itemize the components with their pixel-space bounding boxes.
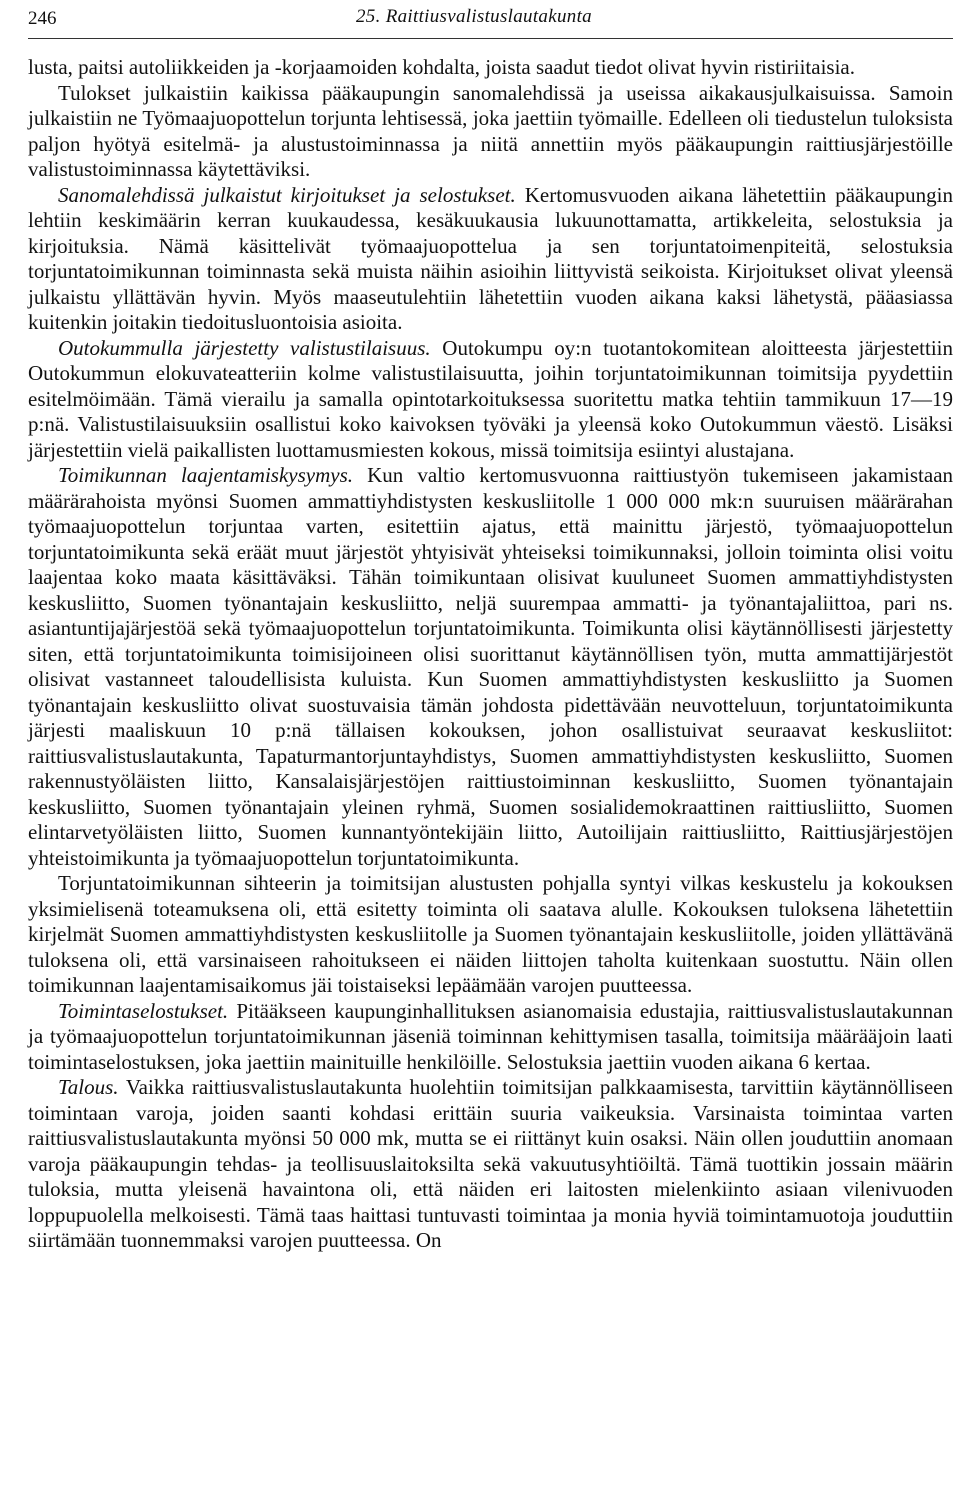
paragraph-text: Kun valtio kertomusvuonna raittiustyön tukemiseen jakamistaan määrärahoista myönsi Suomen ammattiyhdistysten keskusliitolle 1 000 000 mk:n suuruisen määrärahan työmaajuopottelun torjuntaa varten, esitettiin ajatus, että mainittu järjestö, työmaajuopottelun torjuntatoimikunta sekä eräät muut järjestöt yhtyisivät yhteiseksi toimikunnaksi, jolloin toiminta olisi voitu laajentaa koko maata käsittäväksi. Tähän toimikuntaan olisivat kuuluneet Suomen ammattiyhdistysten keskusliitto, Suomen työnantajain keskusliitto, neljä suurempaa ammatti- ja työnantajaliittoa, pari ns. asiantuntijajärjestöä sekä työmaajuopottelun torjuntatoimikunta. Toimikunta olisi käytännöllisesti järjestetty siten, että torjuntatoimikunta toimisijoineen olisi suorittanut käytännöllisen työn, mutta ammattijärjestöt olisivat vastanneet taloudellisista kuluista. Kun Suomen ammattiyhdistysten keskusliitto ja Suomen työnantajain keskusliitto olivat suostuvaisia tämän johdosta pidettävään neuvotteluun, torjuntatoimikunta järjesti maaliskuun 10 p:nä tällaisen kokouksen, johon osallistuivat seuraavat keskusliitot: raittiusvalistuslautakunta, Tapaturmantorjuntayhdistys, Suomen ammattiyhdistysten keskusliitto, Suomen rakennustyöläisten liitto, Kansalaisjärjestöjen raittiustoiminnan keskusliitto, Suomen työnantajain keskusliitto, Suomen työnantajain yleinen ryhmä, Suomen sosialidemokraattinen raittiusliitto, Suomen elintarvetyöläisten liitto, Suomen kunnantyöntekijäin liitto, Autoilijain raittiusliitto, Raittiusjärjestöjen yhteistoimikunta ja työmaajuopottelun torjuntatoimikunta. (28, 463, 954, 870)
paragraph-text: Vaikka raittiusvalistuslautakunta huolehtiin toimitsijan palkkaamisesta, tarvittiin käytännölliseen toimintaan varoja, joiden saanti kohdasi erittäin suuria vaikeuksia. Varsinaista toimintaa varten raittiusvalistuslautakunta myönsi 50 000 mk, mutta se ei riittänyt kuin osaksi. Näin ollen jouduttiin anomaan varoja pääkaupungin tehdas- ja teollisuuslaitoksilta sekä vakuutusyhtiöiltä. Tämä tuottikin jossain määrin tuloksia, mutta yleisenä havaintona oli, että näiden eri laitosten mielenkiinto asiaan vilenivuoden loppupuolella melkoisesti. Tämä taas haittasi tuntuvasti toimintaa ja monia hyviä toimintamuotoja jouduttiin siirtämään tuonnemmaksi varojen puutteessa. On (28, 1075, 953, 1252)
paragraph-text: Outokumpu oy:n tuotantokomitean aloitteesta järjestettiin Outokummun elokuvateatteriin kolme valistustilaisuutta, joihin torjuntatoimikunnan toimitsija pyydettiin esitelmöimään. Tämä vierailu ja samalla opintotarkoituksessa suoritettu matka tehtiin tammikuun 17—19 p:nä. Valistustilaisuuksiin osallistui koko kaivoksen työväki ja yleensä koko Outokummun väestö. Lisäksi järjestettiin vielä paikallisten luottamusmiesten kokous, missä toimitsija esiintyi alustajana. (28, 335, 953, 462)
body-text (28, 55, 953, 1254)
paragraph-text: lusta, paitsi autoliikkeiden ja -korjaamoiden kohdalta, joista saadut tiedot olivat hyvin ristiriitaisia. (28, 55, 855, 79)
section-title: Outokummulla järjestetty valistustilaisuus. (58, 335, 431, 360)
page-number: 246 (28, 8, 57, 29)
section-title: Toimintaselostukset. (58, 998, 229, 1023)
paragraph-outokumpu-event (28, 336, 953, 464)
section-title: Sanomalehdissä julkaistut kirjoitukset ja selostukset. (58, 182, 516, 207)
document-page (28, 0, 953, 1254)
paragraph-text: Torjuntatoimikunnan sihteerin ja toimitsijan alustusten pohjalla syntyi vilkas keskustelu ja kokouksen yksimielisenä toteamuksena oli, että esitetty toiminta oli saatava alulle. Kokouksen tuloksena lähetettiin kirjelmät Suomen ammattiyhdistysten keskusliitolle ja Suomen työnantajain keskusliitolle, joiden yllättävänä tuloksena oli, että varsinaiseen rahoitukseen ei näiden liittojen taholta kuitenkaan suostuttu. Näin ollen toimikunnan laajentamisaikomus jäi toistaiseksi lepäämään varojen puutteessa. (28, 871, 953, 997)
paragraph-meeting-result (28, 871, 953, 999)
paragraph-text: Kertomusvuoden aikana lähetettiin pääkaupungin lehtiin keskimäärin kerran kuukaudessa, kesäkuukausia lukuunottamatta, artikkeleita, selostuksia ja kirjoituksia. Nämä käsittelivät työmaajuopottelua ja sen torjuntatoimenpiteitä, selostuksia torjuntatoimikunnan toiminnasta sekä muista näihin asioihin liittyvistä seikoista. Kirjoitukset olivat yleensä julkaistu yllättävän hyvin. Myös maaseutulehtiin lähetettiin vuoden aikana kaksi lähetystä, pääasiassa kuitenkin joitakin tiedoitusluontoisia asioita. (28, 182, 953, 334)
paragraph-newspaper-articles (28, 183, 953, 336)
paragraph-continuation (28, 55, 953, 81)
running-header (28, 0, 953, 39)
paragraph-publications (28, 81, 953, 183)
section-title: Talous. (58, 1075, 119, 1099)
section-title: Toimikunnan laajentamiskysymys. (58, 463, 354, 487)
paragraph-activity-reports (28, 999, 953, 1076)
paragraph-text: Tulokset julkaistiin kaikissa pääkaupungin sanomalehdissä ja useissa aikakausjulkaisuissa. Samoin julkaistiin ne Työmaajuopottelun torjunta lehtisessä, joka jaettiin työmaille. Edelleen oli tiedustelun tuloksista paljon hyötyä esitelmä- ja alustustoiminnassa ja niitä annettiin myös pääkaupungin raittiusjärjestöille valistustoiminnassa käytettäviksi. (28, 80, 953, 181)
paragraph-committee-expansion (28, 463, 953, 871)
paragraph-text: Pitääkseen kaupunginhallituksen asianomaisia edustajia, raittiusvalistuslautakunnan ja työmaajuopottelun torjuntatoimikunnan jäseniä toiminnan kehittymisen tasalla, toimitsija määrääjoin laati toimintaselostuksen, joka jaettiin mainituille henkilöille. Selostuksia jaettiin vuoden aikana 6 kertaa. (28, 998, 954, 1074)
paragraph-finances (28, 1075, 953, 1254)
running-title: 25. Raittiusvalistuslautakunta (356, 6, 592, 27)
